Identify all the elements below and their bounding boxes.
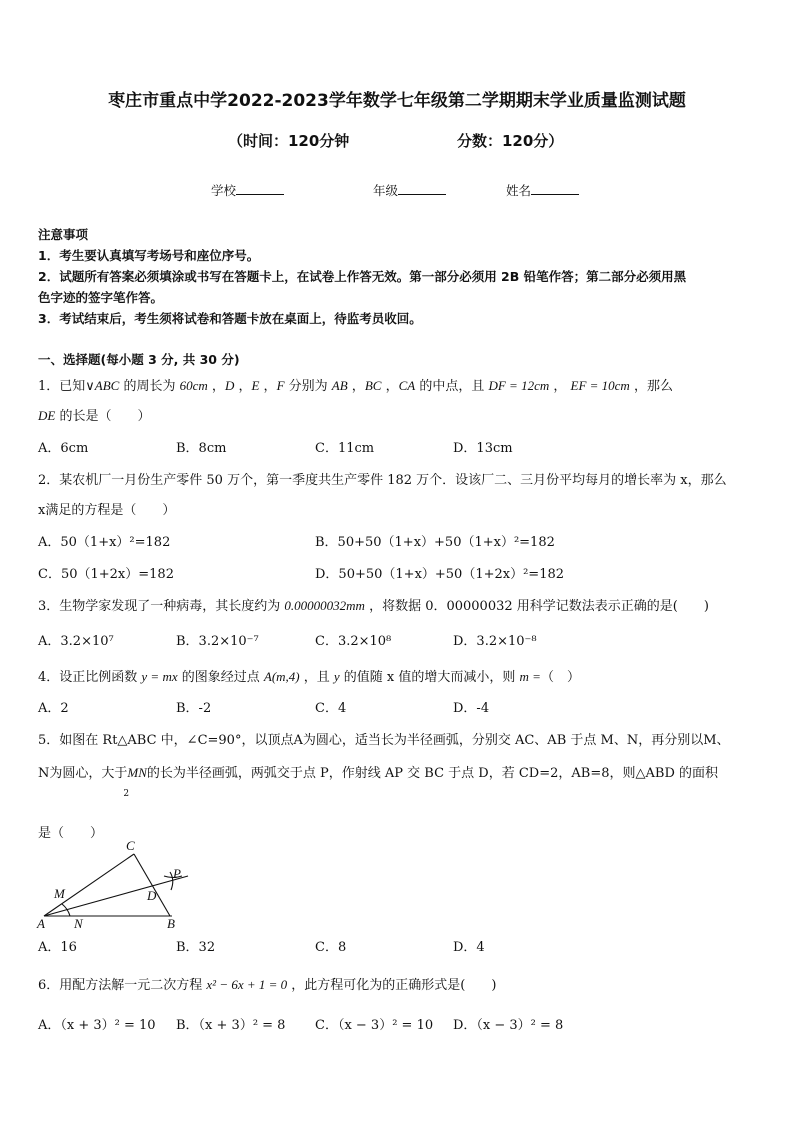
- q3-option-d[interactable]: D．3.2×10⁻⁸: [453, 634, 537, 649]
- q1-triangle: ABC: [94, 378, 120, 393]
- q6-option-a[interactable]: A．（x + 3）² = 10: [38, 1018, 156, 1033]
- name-label: 姓名: [506, 183, 532, 198]
- q1-ef: EF = 10cm: [570, 378, 630, 393]
- q4-option-d[interactable]: D．-4: [453, 701, 490, 716]
- side-ac: [44, 854, 134, 916]
- q5-text: N为圆心，大于: [38, 766, 128, 781]
- side-cb: [134, 854, 170, 916]
- label-b: B: [167, 916, 175, 931]
- q1-point-f: F: [276, 378, 285, 393]
- notice-item: 3．考试结束后，考生须将试卷和答题卡放在桌面上，待监考员收回。: [38, 311, 422, 326]
- q6-option-c[interactable]: C．（x − 3）² = 10: [315, 1018, 434, 1033]
- q4-option-a[interactable]: A．2: [38, 701, 69, 716]
- school-label: 学校: [211, 183, 237, 198]
- q1-text: ，: [347, 379, 365, 394]
- q4-option-c[interactable]: C．4: [315, 701, 347, 716]
- q2-option-b[interactable]: B．50+50（1+x）+50（1+x）²=182: [315, 535, 555, 550]
- label-m: M: [54, 886, 65, 901]
- q1-text: 的周长为: [119, 379, 180, 394]
- q3-text: 3．生物学家发现了一种病毒，其长度约为: [38, 599, 285, 614]
- q1-option-d[interactable]: D．13cm: [453, 441, 513, 456]
- q2-stem-line2: x满足的方程是（ ）: [38, 503, 176, 518]
- q1-text: ，: [234, 379, 252, 394]
- label-c: C: [126, 838, 135, 853]
- q5-option-c[interactable]: C．8: [315, 940, 347, 955]
- q6-text: 6．用配方法解一元二次方程: [38, 978, 207, 993]
- q1-text: ，那么: [629, 379, 673, 394]
- q4-text: 的值随 x 值的增大而减小，则: [339, 670, 520, 685]
- q4-text: 的图象经过点: [177, 670, 264, 685]
- q4-point: A(m,4): [263, 669, 300, 684]
- q3-option-c[interactable]: C．3.2×10⁸: [315, 634, 392, 649]
- q1-text: ，: [259, 379, 277, 394]
- q5-text: 的长为半径画弧，两弧交于点 P，作射线 AP 交 BC 于点 D，若 CD=2，AB=8，则△ABD 的面积: [146, 766, 718, 781]
- q1-perimeter: 60cm: [179, 378, 208, 393]
- q3-length: 0.00000032mm: [284, 598, 365, 613]
- q1-option-a[interactable]: A．6cm: [38, 441, 89, 456]
- name-field: [506, 181, 579, 199]
- notice-item: 2．试题所有答案必须填涂或书写在答题卡上，在试卷上作答无效。第一部分必须用 2B 铅笔作答；第二部分必须用黑: [38, 269, 687, 284]
- q1-text: 分别为: [284, 379, 332, 394]
- notice-heading: 注意事项: [38, 227, 89, 242]
- school-field: [211, 181, 284, 199]
- notice-item: 1．考生要认真填写考场号和座位序号。: [38, 248, 260, 263]
- q1-segment: BC: [364, 378, 382, 393]
- label-n: N: [74, 916, 83, 931]
- q1-text: 1．已知: [38, 379, 86, 394]
- triangle-symbol: ∨: [85, 379, 95, 394]
- q1-point-e: E: [251, 378, 260, 393]
- q3-text: ，将数据 0．00000032 用科学记数法表示正确的是( ): [364, 599, 709, 614]
- q6-option-b[interactable]: B．（x + 3）² = 8: [176, 1018, 286, 1033]
- q4-text: （ ）: [540, 670, 580, 685]
- q1-df: DF = 12cm: [488, 378, 550, 393]
- q5-option-a[interactable]: A．16: [38, 940, 77, 955]
- q1-text: 的中点，且: [415, 379, 489, 394]
- q2-option-c[interactable]: C．50（1+2x）=182: [38, 567, 174, 582]
- q1-point-d: D: [224, 378, 235, 393]
- grade-label: 年级: [373, 183, 399, 198]
- q1-stem-line2: [38, 405, 150, 424]
- q1-stem-line1: [38, 375, 673, 394]
- q2-option-a[interactable]: A．50（1+x）²=182: [38, 535, 171, 550]
- q5-stem-line3: 是（ ）: [38, 826, 104, 841]
- q1-segment: AB: [331, 378, 348, 393]
- q5-option-b[interactable]: B．32: [176, 940, 216, 955]
- q4-m: m =: [519, 669, 541, 684]
- q3-stem-line1: [38, 595, 709, 614]
- q1-text: ，: [549, 379, 571, 394]
- q4-text: ，且: [299, 670, 334, 685]
- q2-option-d[interactable]: D．50+50（1+x）+50（1+2x）²=182: [315, 567, 565, 582]
- q1-option-b[interactable]: B．8cm: [176, 441, 227, 456]
- q1-segment: CA: [398, 378, 416, 393]
- q5-fraction-den: 2: [123, 789, 130, 799]
- q3-option-b[interactable]: B．3.2×10⁻⁷: [176, 634, 259, 649]
- q6-option-d[interactable]: D．（x − 3）² = 8: [453, 1018, 564, 1033]
- grade-blank: [398, 182, 446, 195]
- q4-function: y = mx: [141, 669, 178, 684]
- q1-text: ，: [381, 379, 399, 394]
- q5-stem-line1: 5．如图在 Rt△ABC 中，∠C=90°，以顶点A为圆心，适当长为半径画弧，分别交 AC、AB 于点 M、N，再分别以M、: [38, 733, 730, 748]
- q6-equation: x² − 6x + 1 = 0: [206, 977, 288, 992]
- section-heading: 一、选择题(每小题 3 分, 共 30 分): [38, 352, 240, 367]
- q5-fraction: [123, 765, 147, 799]
- q6-stem-line1: [38, 974, 496, 993]
- label-d: D: [147, 888, 157, 903]
- q4-y: y: [333, 669, 340, 684]
- q3-option-a[interactable]: A．3.2×10⁷: [38, 634, 114, 649]
- q5-mn: MN: [127, 765, 147, 780]
- school-blank: [236, 182, 284, 195]
- q2-stem-line1: 2．某农机厂一月份生产零件 50 万个，第一季度共生产零件 182 万个．设该厂二、三月份平均每月的增长率为 x，那么: [38, 473, 727, 488]
- q1-option-c[interactable]: C．11cm: [315, 441, 375, 456]
- notice-item: 色字迹的签字笔作答。: [38, 290, 164, 305]
- exam-score: 分数：120分）: [457, 132, 564, 150]
- exam-title: 枣庄市重点中学2022-2023学年数学七年级第二学期期末学业质量监测试题: [108, 91, 686, 111]
- q5-option-d[interactable]: D．4: [453, 940, 485, 955]
- q4-option-b[interactable]: B．-2: [176, 701, 212, 716]
- exam-time: （时间：120分钟: [228, 132, 350, 150]
- name-blank: [531, 182, 579, 195]
- q5-triangle-figure: [30, 836, 200, 932]
- q1-text: 的长是（ ）: [55, 409, 151, 424]
- q1-text: ，: [207, 379, 225, 394]
- q6-text: ，此方程可化为的正确形式是( ): [287, 978, 497, 993]
- q5-stem-line2: [38, 762, 718, 799]
- grade-field: [373, 181, 446, 199]
- q4-text: 4．设正比例函数: [38, 670, 142, 685]
- q1-de: DE: [38, 408, 56, 423]
- label-p: P: [173, 866, 181, 881]
- q4-stem-line1: [38, 666, 580, 685]
- label-a: A: [37, 916, 45, 931]
